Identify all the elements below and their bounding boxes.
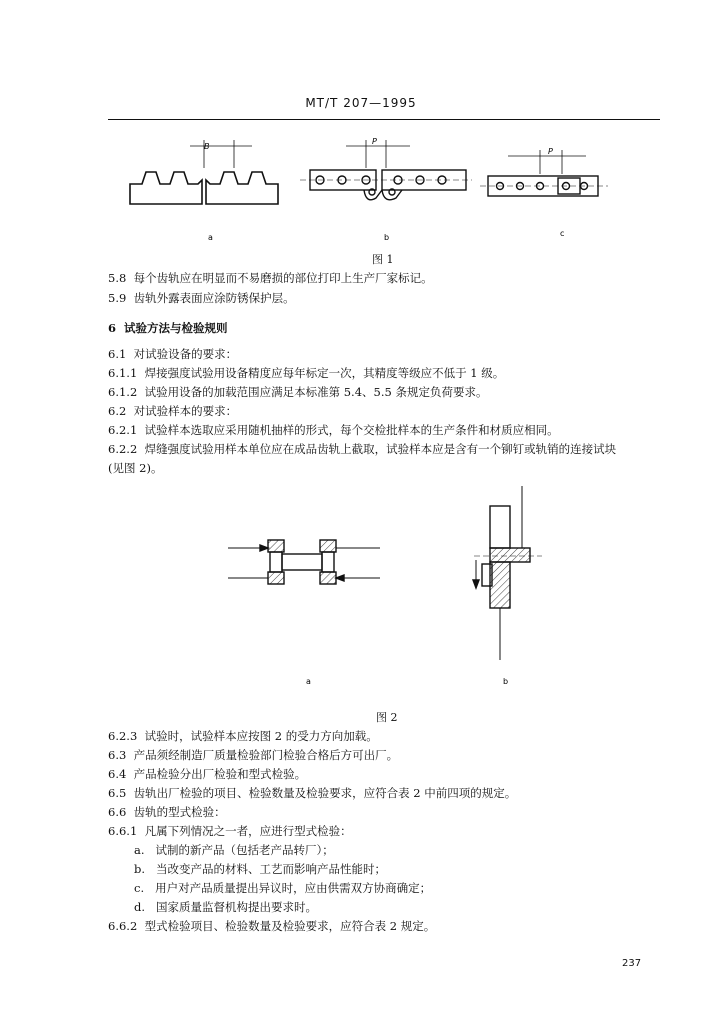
clause-number: 6.2.3 [108, 729, 138, 743]
figure-1c-label: c [560, 229, 565, 238]
figure-1b-link-plates [300, 140, 472, 200]
figure-2 [220, 478, 560, 698]
clause-number: 6.2 [108, 404, 127, 418]
clause-text: 齿轨外露表面应涂防锈保护层。 [133, 291, 295, 305]
list-text: 当改变产品的材料、工艺而影响产品性能时； [156, 862, 386, 876]
clause-6-1-2 [108, 384, 487, 400]
figure-2a-label: a [306, 677, 311, 686]
clause-6-6 [108, 804, 226, 820]
figure-1-caption: 图 1 [372, 253, 394, 266]
clause-6-5 [108, 785, 516, 801]
clause-6-6-1 [108, 823, 352, 839]
clause-text: 试验时，试验样本应按图 2 的受力方向加载。 [144, 729, 378, 743]
clause-6-1-1 [108, 365, 504, 381]
figure-2b-test-block [473, 486, 542, 660]
clause-5-8 [108, 270, 433, 286]
figure-1 [120, 128, 640, 268]
list-item-c [134, 880, 431, 896]
clause-6-2-2-continued: (见图 2)。 [108, 461, 163, 475]
figure-1c-dimension-label: P [548, 147, 553, 156]
figure-1a-dimension-label: B [204, 142, 210, 151]
clause-number: 6.4 [108, 767, 127, 781]
clause-text: 每个齿轨应在明显而不易磨损的部位打印上生产厂家标记。 [133, 271, 433, 285]
clause-number: 5.9 [108, 291, 127, 305]
figure-1a-label: a [208, 233, 213, 242]
clause-number: 6.6 [108, 805, 127, 819]
list-item-a [134, 842, 334, 858]
clause-number: 6.6.1 [108, 824, 138, 838]
page-number: 237 [622, 958, 642, 969]
clause-number: 6.5 [108, 786, 127, 800]
list-marker: b. [134, 862, 146, 876]
clause-number: 6.1.1 [108, 366, 138, 380]
clause-number: 6.3 [108, 748, 127, 762]
clause-5-9 [108, 290, 295, 306]
section-6-heading [108, 320, 228, 336]
figure-1b-dimension-label: P [372, 137, 377, 146]
header-rule [108, 119, 660, 120]
clause-number: 6.2.2 [108, 442, 138, 456]
clause-number: 5.8 [108, 271, 127, 285]
clause-6-3 [108, 747, 398, 763]
clause-text: 产品须经制造厂质量检验部门检验合格后方可出厂。 [133, 748, 399, 762]
clause-number: 6.2.1 [108, 423, 138, 437]
clause-text: 焊接强度试验用设备精度应每年标定一次，其精度等级应不低于 1 级。 [144, 366, 505, 380]
clause-6-6-2 [108, 918, 435, 934]
clause-6-1 [108, 346, 237, 362]
list-text: 国家质量监督机构提出要求时。 [156, 900, 317, 914]
clause-6-2-3 [108, 728, 378, 744]
list-marker: c. [134, 881, 145, 895]
list-item-b [134, 861, 386, 877]
page-header: MT/T 207—1995 [305, 96, 417, 110]
clause-text: 焊缝强度试验用样本单位应在成品齿轨上截取，试验样本应是含有一个铆钉或轨销的连接试块 [144, 442, 617, 456]
clause-text: 对试验设备的要求： [133, 347, 238, 361]
clause-text: 凡属下列情况之一者，应进行型式检验： [144, 824, 352, 838]
list-text: 试制的新产品（包括老产品转厂）； [155, 843, 334, 857]
list-item-d [134, 899, 317, 915]
clause-text: 试验用设备的加载范围应满足本标准第 5.4、5.5 条规定负荷要求。 [144, 385, 488, 399]
section-title: 试验方法与检验规则 [124, 321, 228, 335]
clause-6-4 [108, 766, 306, 782]
clause-number: 6.1 [108, 347, 127, 361]
clause-6-2-1 [108, 422, 559, 438]
clause-text: 产品检验分出厂检验和型式检验。 [133, 767, 307, 781]
list-marker: d. [134, 900, 146, 914]
list-marker: a. [134, 843, 145, 857]
section-number: 6 [108, 321, 117, 335]
list-text: 用户对产品质量提出异议时，应由供需双方协商确定； [155, 881, 432, 895]
clause-text: 对试验样本的要求： [133, 404, 238, 418]
clause-number: 6.6.2 [108, 919, 138, 933]
clause-text: 齿轨出厂检验的项目、检验数量及检验要求，应符合表 2 中前四项的规定。 [133, 786, 517, 800]
clause-text: 型式检验项目、检验数量及检验要求，应符合表 2 规定。 [144, 919, 436, 933]
figure-2-caption: 图 2 [376, 711, 398, 724]
figure-1b-label: b [384, 233, 390, 242]
figure-2b-label: b [503, 677, 509, 686]
figure-2a-test-block [228, 540, 380, 584]
clause-6-2 [108, 403, 237, 419]
figure-1c-rail-section [480, 150, 608, 196]
clause-text: 试验样本选取应采用随机抽样的形式，每个交检批样本的生产条件和材质应相同。 [144, 423, 559, 437]
clause-number: 6.1.2 [108, 385, 138, 399]
clause-6-2-2 [108, 441, 616, 457]
clause-text: 齿轨的型式检验： [133, 805, 226, 819]
